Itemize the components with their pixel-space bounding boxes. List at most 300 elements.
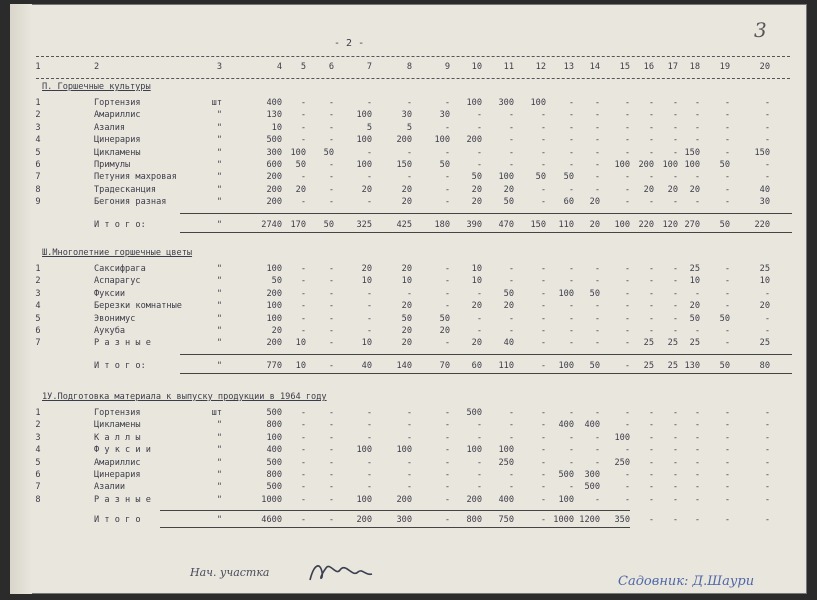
total-cell: 120	[662, 219, 678, 230]
table-cell: -	[300, 197, 306, 208]
table-cell: -	[724, 326, 730, 336]
table-cell: 200	[266, 184, 282, 195]
total-cell: 10	[295, 360, 306, 371]
total-cell: "	[216, 219, 222, 230]
table-cell: -	[328, 98, 334, 108]
table-cell: -	[594, 338, 600, 349]
table-cell: -	[724, 457, 730, 468]
total-cell: -	[672, 515, 678, 526]
table-cell: -	[624, 494, 630, 505]
table-cell: -	[366, 313, 372, 324]
table-cell: -	[568, 276, 574, 287]
signature-scribble	[306, 558, 376, 586]
table-cell: 400	[266, 98, 282, 108]
table-cell: -	[648, 135, 654, 146]
table-cell: -	[476, 482, 482, 493]
table-cell: -	[508, 313, 514, 324]
table-cell: -	[406, 432, 412, 443]
table-cell: -	[624, 445, 630, 456]
table-cell: 4	[35, 445, 41, 456]
table-cell: -	[366, 326, 372, 336]
table-cell: 200	[266, 197, 282, 208]
table-cell: -	[366, 470, 372, 480]
table-cell: "	[216, 122, 222, 133]
header-dashed-rule-bottom	[36, 78, 790, 79]
table-cell: "	[216, 313, 222, 324]
table-cell: -	[648, 313, 654, 324]
page-number: - 2 -	[334, 38, 365, 49]
table-cell: 30	[401, 110, 412, 121]
total-cell: -	[540, 515, 546, 526]
table-cell: 5	[35, 313, 41, 324]
table-cell: -	[328, 408, 334, 418]
total-label: И т о г о:	[94, 360, 146, 371]
table-cell: -	[764, 326, 770, 336]
table-cell: -	[694, 482, 700, 493]
table-cell: -	[300, 445, 306, 456]
table-cell: -	[764, 482, 770, 493]
table-cell: -	[476, 110, 482, 121]
table-cell: -	[648, 264, 654, 274]
table-cell: -	[540, 197, 546, 208]
row-label: К а л л ы	[94, 432, 141, 443]
table-cell: -	[624, 172, 630, 183]
table-cell: "	[216, 184, 222, 195]
table-cell: -	[568, 98, 574, 108]
table-cell: -	[328, 338, 334, 349]
table-cell: -	[764, 160, 770, 170]
table-cell: -	[672, 122, 678, 133]
table-cell: 100	[266, 432, 282, 443]
table-cell: -	[694, 470, 700, 480]
table-cell: -	[366, 172, 372, 183]
table-cell: -	[648, 122, 654, 133]
table-cell: 50	[535, 172, 546, 183]
table-cell: 100	[356, 494, 372, 505]
table-cell: -	[540, 264, 546, 274]
table-cell: -	[444, 264, 450, 274]
table-cell: -	[508, 110, 514, 121]
table-cell: 500	[466, 408, 482, 418]
table-cell: 20	[503, 184, 514, 195]
table-cell: -	[444, 98, 450, 108]
table-cell: -	[406, 98, 412, 108]
table-cell: -	[694, 445, 700, 456]
table-cell: 100	[466, 445, 482, 456]
table-cell: -	[328, 326, 334, 336]
table-cell: -	[648, 470, 654, 480]
table-cell: -	[328, 122, 334, 133]
table-cell: 100	[266, 264, 282, 274]
table-cell: 200	[266, 288, 282, 299]
table-cell: 200	[396, 494, 412, 505]
table-cell: 100	[356, 445, 372, 456]
table-cell: -	[648, 326, 654, 336]
table-cell: -	[540, 432, 546, 443]
table-cell: -	[406, 470, 412, 480]
table-cell: 4	[35, 135, 41, 146]
table-cell: 150	[396, 160, 412, 170]
table-cell: -	[724, 172, 730, 183]
table-cell: -	[694, 288, 700, 299]
table-cell: 100	[356, 110, 372, 121]
table-cell: -	[540, 122, 546, 133]
document-page	[10, 4, 807, 594]
table-cell: -	[672, 98, 678, 108]
table-cell: 100	[614, 432, 630, 443]
table-cell: -	[724, 432, 730, 443]
column-number-20: 20	[759, 62, 770, 72]
table-cell: 100	[266, 301, 282, 312]
table-cell: 20	[503, 301, 514, 312]
total-rule-top	[180, 213, 792, 214]
table-cell: 500	[266, 135, 282, 146]
total-cell: 180	[434, 219, 450, 230]
table-cell: 3	[35, 432, 41, 443]
total-cell: 200	[356, 515, 372, 526]
table-cell: -	[724, 276, 730, 287]
table-cell: 100	[662, 160, 678, 170]
total-label: И т о г о:	[94, 219, 146, 230]
table-cell: 500	[266, 457, 282, 468]
table-cell: 400	[498, 494, 514, 505]
total-cell: 25	[667, 360, 678, 371]
table-cell: -	[624, 408, 630, 418]
table-cell: -	[724, 301, 730, 312]
column-number-10: 10	[471, 62, 482, 72]
table-cell: -	[764, 457, 770, 468]
table-cell: -	[508, 432, 514, 443]
table-cell: -	[724, 408, 730, 418]
table-cell: 25	[689, 338, 700, 349]
column-number-4: 4	[276, 62, 282, 72]
total-cell: 40	[361, 360, 372, 371]
table-cell: -	[328, 482, 334, 493]
row-label: Фуксии	[94, 288, 126, 299]
table-cell: -	[300, 122, 306, 133]
table-cell: -	[568, 110, 574, 121]
table-cell: -	[764, 172, 770, 183]
table-cell: -	[724, 494, 730, 505]
table-cell: -	[300, 98, 306, 108]
section-title: П. Горшечные культуры	[42, 82, 151, 92]
table-cell: -	[540, 326, 546, 336]
table-cell: -	[724, 184, 730, 195]
table-cell: -	[444, 184, 450, 195]
table-cell: -	[672, 457, 678, 468]
column-number-15: 15	[619, 62, 630, 72]
table-cell: -	[328, 494, 334, 505]
table-cell: -	[624, 482, 630, 493]
table-cell: -	[648, 276, 654, 287]
table-cell: 10	[689, 276, 700, 287]
table-cell: -	[328, 432, 334, 443]
total-cell: 130	[684, 360, 700, 371]
table-cell: -	[594, 160, 600, 170]
table-cell: 130	[266, 110, 282, 121]
table-cell: -	[672, 264, 678, 274]
table-cell: 20	[471, 301, 482, 312]
table-cell: 40	[759, 184, 770, 195]
row-label: Эвонимус	[94, 313, 136, 324]
table-cell: 2	[35, 420, 41, 431]
table-cell: -	[300, 432, 306, 443]
table-cell: -	[300, 288, 306, 299]
column-number-11: 11	[503, 62, 514, 72]
table-cell: -	[300, 276, 306, 287]
table-cell: -	[328, 197, 334, 208]
table-cell: -	[764, 494, 770, 505]
table-cell: -	[508, 420, 514, 431]
table-cell: -	[624, 184, 630, 195]
total-cell: 50	[323, 219, 334, 230]
table-cell: "	[216, 482, 222, 493]
table-cell: -	[444, 408, 450, 418]
table-cell: -	[540, 184, 546, 195]
total-cell: 1000	[553, 515, 574, 526]
table-cell: 6	[35, 326, 41, 336]
table-cell: 10	[271, 122, 282, 133]
row-label: Традесканция	[94, 184, 157, 195]
table-cell: 400	[584, 420, 600, 431]
total-cell: -	[724, 515, 730, 526]
table-cell: -	[476, 326, 482, 336]
column-number-8: 8	[406, 62, 412, 72]
column-number-17: 17	[667, 62, 678, 72]
table-cell: -	[672, 197, 678, 208]
table-cell: -	[624, 264, 630, 274]
row-label: Аспарагус	[94, 276, 141, 287]
table-cell: -	[624, 288, 630, 299]
table-cell: -	[540, 135, 546, 146]
table-cell: 1000	[261, 494, 282, 505]
table-cell: -	[444, 470, 450, 480]
table-cell: -	[648, 408, 654, 418]
table-cell: -	[694, 197, 700, 208]
total-cell: -	[300, 515, 306, 526]
table-cell: -	[624, 122, 630, 133]
table-cell: -	[724, 288, 730, 299]
table-cell: -	[624, 98, 630, 108]
table-cell: 100	[434, 135, 450, 146]
table-cell: -	[624, 276, 630, 287]
table-cell: 150	[684, 147, 700, 158]
row-label: Амариллис	[94, 110, 141, 121]
table-cell: -	[594, 98, 600, 108]
table-cell: 200	[466, 494, 482, 505]
table-cell: -	[672, 482, 678, 493]
table-cell: "	[216, 135, 222, 146]
table-cell: -	[724, 420, 730, 431]
table-cell: -	[300, 313, 306, 324]
header-dashed-rule-top	[36, 56, 790, 57]
table-cell: -	[672, 288, 678, 299]
total-cell: -	[648, 515, 654, 526]
total-rule-top	[160, 510, 630, 511]
table-cell: -	[476, 288, 482, 299]
table-cell: -	[764, 470, 770, 480]
table-cell: -	[476, 420, 482, 431]
table-cell: -	[568, 264, 574, 274]
table-cell: -	[694, 494, 700, 505]
table-cell: -	[648, 288, 654, 299]
table-cell: -	[328, 264, 334, 274]
table-cell: 250	[498, 457, 514, 468]
total-cell: 220	[754, 219, 770, 230]
total-cell: 100	[558, 360, 574, 371]
row-label: Ф у к с и и	[94, 445, 151, 456]
table-cell: 50	[503, 288, 514, 299]
table-cell: -	[406, 457, 412, 468]
total-cell: 4600	[261, 515, 282, 526]
column-number-3: 3	[216, 62, 222, 72]
table-cell: -	[594, 326, 600, 336]
table-cell: -	[508, 470, 514, 480]
table-cell: -	[648, 482, 654, 493]
table-cell: 100	[266, 313, 282, 324]
table-cell: 20	[471, 338, 482, 349]
table-cell: "	[216, 110, 222, 121]
table-cell: 1	[35, 264, 41, 274]
total-cell: -	[624, 360, 630, 371]
table-cell: -	[694, 432, 700, 443]
table-cell: -	[476, 147, 482, 158]
table-cell: 500	[584, 482, 600, 493]
table-cell: -	[300, 264, 306, 274]
table-cell: -	[444, 420, 450, 431]
row-label: Аукуба	[94, 326, 126, 336]
table-cell: 100	[614, 160, 630, 170]
row-label: Цикламены	[94, 147, 141, 158]
table-cell: 50	[295, 160, 306, 170]
table-cell: 400	[266, 445, 282, 456]
table-cell: 500	[266, 408, 282, 418]
table-cell: 10	[471, 276, 482, 287]
table-cell: -	[540, 301, 546, 312]
table-cell: -	[672, 135, 678, 146]
total-rule-top	[180, 354, 792, 355]
row-label: Гортензия	[94, 98, 141, 108]
table-cell: 8	[35, 184, 41, 195]
total-cell: 770	[266, 360, 282, 371]
table-cell: -	[672, 313, 678, 324]
table-cell: 20	[271, 326, 282, 336]
row-label: Р а з н ы е	[94, 338, 151, 349]
table-cell: -	[366, 432, 372, 443]
total-cell: 150	[530, 219, 546, 230]
table-cell: 10	[361, 338, 372, 349]
table-cell: -	[508, 408, 514, 418]
table-cell: -	[444, 276, 450, 287]
table-cell: -	[476, 160, 482, 170]
table-cell: "	[216, 445, 222, 456]
table-cell: -	[540, 313, 546, 324]
table-cell: -	[694, 98, 700, 108]
table-cell: 50	[719, 313, 730, 324]
table-cell: 300	[498, 98, 514, 108]
table-cell: -	[594, 494, 600, 505]
table-cell: -	[328, 301, 334, 312]
table-cell: -	[328, 276, 334, 287]
table-cell: -	[672, 326, 678, 336]
table-cell: -	[366, 482, 372, 493]
table-cell: -	[300, 470, 306, 480]
total-cell: 270	[684, 219, 700, 230]
table-cell: -	[624, 470, 630, 480]
table-cell: 20	[667, 184, 678, 195]
table-cell: -	[568, 408, 574, 418]
total-cell: 350	[614, 515, 630, 526]
table-cell: 100	[530, 98, 546, 108]
total-cell: 25	[643, 360, 654, 371]
table-cell: 40	[503, 338, 514, 349]
table-cell: -	[444, 494, 450, 505]
table-cell: -	[508, 147, 514, 158]
table-cell: -	[672, 147, 678, 158]
table-cell: -	[444, 288, 450, 299]
total-cell: 140	[396, 360, 412, 371]
table-cell: "	[216, 172, 222, 183]
table-cell: -	[764, 98, 770, 108]
row-label: Саксифрага	[94, 264, 146, 274]
table-cell: 50	[439, 160, 450, 170]
table-cell: 5	[406, 122, 412, 133]
section-title: 1У.Подготовка материала к выпуску продукции в 1964 году	[42, 392, 327, 402]
table-cell: -	[624, 420, 630, 431]
table-cell: -	[624, 147, 630, 158]
table-cell: 5	[35, 147, 41, 158]
table-cell: -	[594, 301, 600, 312]
table-cell: 50	[401, 313, 412, 324]
table-cell: -	[764, 420, 770, 431]
table-cell: -	[672, 470, 678, 480]
total-cell: 20	[589, 219, 600, 230]
table-cell: -	[672, 301, 678, 312]
table-cell: 50	[563, 172, 574, 183]
column-number-1: 1	[35, 62, 41, 72]
table-cell: -	[624, 338, 630, 349]
table-cell: -	[672, 445, 678, 456]
table-cell: 20	[689, 184, 700, 195]
row-label: Цинерария	[94, 135, 141, 146]
table-cell: шт	[211, 408, 222, 418]
table-cell: -	[540, 110, 546, 121]
table-cell: -	[300, 110, 306, 121]
table-cell: -	[540, 147, 546, 158]
table-cell: "	[216, 160, 222, 170]
table-cell: 7	[35, 482, 41, 493]
table-cell: -	[724, 110, 730, 121]
column-number-18: 18	[689, 62, 700, 72]
total-cell: 750	[498, 515, 514, 526]
table-cell: -	[594, 172, 600, 183]
table-cell: 30	[759, 197, 770, 208]
table-cell: 20	[759, 301, 770, 312]
table-cell: 3	[35, 288, 41, 299]
table-cell: -	[648, 457, 654, 468]
table-cell: -	[724, 338, 730, 349]
table-cell: 1	[35, 408, 41, 418]
table-cell: -	[366, 420, 372, 431]
table-cell: -	[300, 420, 306, 431]
table-cell: "	[216, 494, 222, 505]
table-cell: -	[694, 135, 700, 146]
row-label: Цинерария	[94, 470, 141, 480]
total-cell: 50	[719, 219, 730, 230]
table-cell: 6	[35, 470, 41, 480]
table-cell: -	[724, 122, 730, 133]
table-cell: 500	[266, 482, 282, 493]
